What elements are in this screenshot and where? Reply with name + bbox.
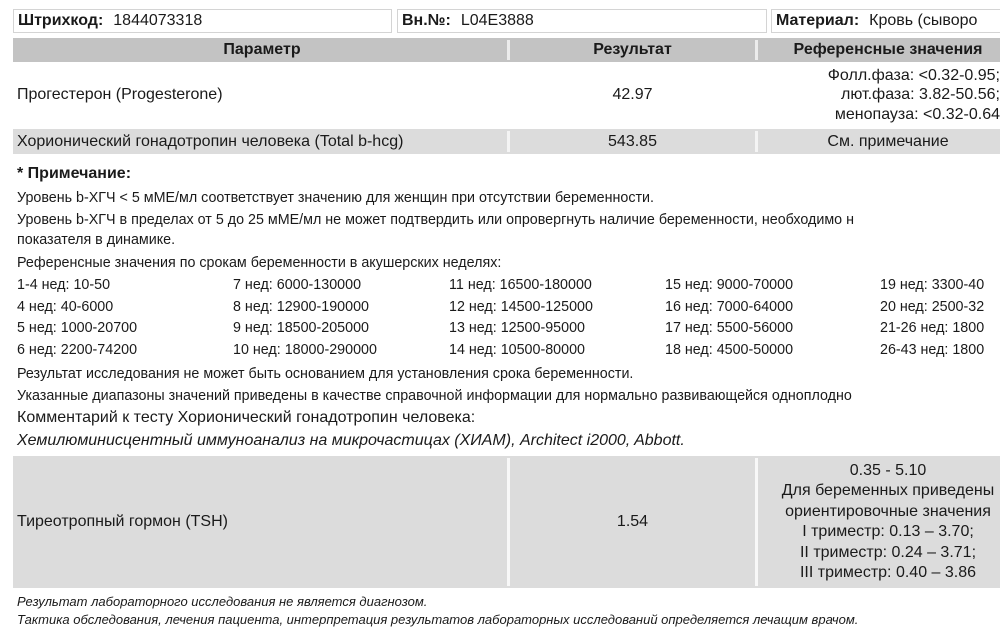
barcode-field bbox=[13, 9, 392, 33]
test-comment: Комментарий к тесту Хорионический гонадотропин человека: bbox=[17, 409, 476, 426]
table-row bbox=[13, 129, 1000, 154]
internal-number-field bbox=[397, 9, 767, 33]
note-line: Уровень b-ХГЧ < 5 мМЕ/мл соответствует значению для женщин при отсутствии беременности. bbox=[17, 190, 655, 206]
reference-line: III триместр: 0.40 – 3.86 bbox=[799, 564, 977, 581]
barcode-value: 1844073318 bbox=[113, 12, 203, 29]
weeks-cell: 21-26 нед: 1800 bbox=[880, 320, 985, 336]
table-row bbox=[13, 62, 1000, 128]
parameter-name: Тиреотропный гормон (TSH) bbox=[17, 513, 228, 530]
weeks-cell: 26-43 нед: 1800 bbox=[880, 342, 985, 358]
weeks-cell: 12 нед: 14500-125000 bbox=[449, 299, 593, 315]
weeks-cell: 17 нед: 5500-56000 bbox=[665, 320, 794, 336]
reference-line: лют.фаза: 3.82-50.56; bbox=[841, 86, 1000, 104]
material-value: Кровь (сыворо bbox=[869, 12, 978, 29]
material-label: Материал: bbox=[776, 12, 860, 29]
weeks-cell: 6 нед: 2200-74200 bbox=[17, 342, 138, 358]
reference-line: менопауза: <0.32-0.64 bbox=[834, 105, 1000, 123]
material-field bbox=[771, 9, 1000, 33]
weeks-cell: 15 нед: 9000-70000 bbox=[665, 277, 794, 293]
weeks-cell: 1-4 нед: 10-50 bbox=[17, 277, 111, 293]
weeks-cell: 19 нед: 3300-40 bbox=[880, 277, 985, 293]
weeks-cell: 8 нед: 12900-190000 bbox=[233, 299, 369, 315]
reference-line: I триместр: 0.13 – 3.70; bbox=[802, 523, 974, 540]
internal-number-value: L04E3888 bbox=[460, 12, 534, 29]
note-title: * Примечание: bbox=[17, 165, 132, 182]
table-row bbox=[13, 456, 1000, 588]
weeks-cell: 4 нед: 40-6000 bbox=[17, 299, 114, 315]
parameter-name: Прогестерон (Progesterone) bbox=[17, 86, 223, 103]
disclaimer-line: Результат лабораторного исследования не является диагнозом. bbox=[17, 594, 428, 609]
reference-values: См. примечание bbox=[827, 132, 949, 150]
note-line: Референсные значения по срокам беременности в акушерских неделях: bbox=[17, 255, 502, 271]
weeks-cell: 14 нед: 10500-80000 bbox=[449, 342, 585, 358]
reference-line: Для беременных приведены bbox=[781, 482, 995, 499]
result-value: 543.85 bbox=[608, 132, 657, 150]
weeks-cell: 11 нед: 16500-180000 bbox=[449, 277, 592, 293]
weeks-cell: 18 нед: 4500-50000 bbox=[665, 342, 794, 358]
note-line: показателя в динамике. bbox=[17, 232, 176, 248]
reference-values bbox=[758, 456, 1000, 588]
disclaimer-line: Тактика обследования, лечения пациента, интерпретация результатов лабораторных исследований определяется лечащим врачом. bbox=[17, 612, 859, 627]
note-line: Уровень b-ХГЧ в пределах от 5 до 25 мМЕ/мл не может подтвердить или опровергнуть наличие беременности, необходимо н bbox=[17, 212, 854, 228]
parameter-name: Хорионический гонадотропин человека (Total b-hcg) bbox=[17, 132, 404, 150]
column-header-parameter: Параметр bbox=[223, 41, 301, 58]
weeks-cell: 16 нед: 7000-64000 bbox=[665, 299, 794, 315]
reference-line: II триместр: 0.24 – 3.71; bbox=[799, 543, 977, 561]
weeks-cell: 5 нед: 1000-20700 bbox=[17, 320, 138, 336]
internal-number-label: Вн.№: bbox=[402, 12, 451, 29]
weeks-cell: 10 нед: 18000-290000 bbox=[233, 342, 377, 358]
column-header-result: Результат bbox=[593, 41, 672, 58]
barcode-label: Штрихкод: bbox=[18, 12, 104, 29]
reference-values bbox=[758, 62, 1000, 128]
method-description: Хемилюминисцентный иммуноанализ на микрочастицах (ХИАМ), Architect i2000, Abbott. bbox=[17, 432, 685, 449]
note-line: Указанные диапазоны значений приведены в качестве справочной информации для нормально развивающейся одноплодно bbox=[17, 388, 852, 404]
reference-line: Фолл.фаза: <0.32-0.95; bbox=[827, 66, 1000, 84]
weeks-cell: 13 нед: 12500-95000 bbox=[449, 320, 585, 336]
result-value: 42.97 bbox=[612, 86, 653, 103]
note-line: Результат исследования не может быть основанием для установления срока беременности. bbox=[17, 366, 634, 382]
weeks-cell: 20 нед: 2500-32 bbox=[880, 299, 985, 315]
reference-line: ориентировочные значения bbox=[785, 502, 991, 520]
result-value: 1.54 bbox=[616, 513, 649, 530]
weeks-cell: 9 нед: 18500-205000 bbox=[233, 320, 369, 336]
table-header bbox=[13, 38, 1000, 62]
column-header-reference: Референсные значения bbox=[793, 41, 983, 58]
weeks-cell: 7 нед: 6000-130000 bbox=[233, 277, 362, 293]
reference-line: 0.35 - 5.10 bbox=[849, 461, 927, 479]
